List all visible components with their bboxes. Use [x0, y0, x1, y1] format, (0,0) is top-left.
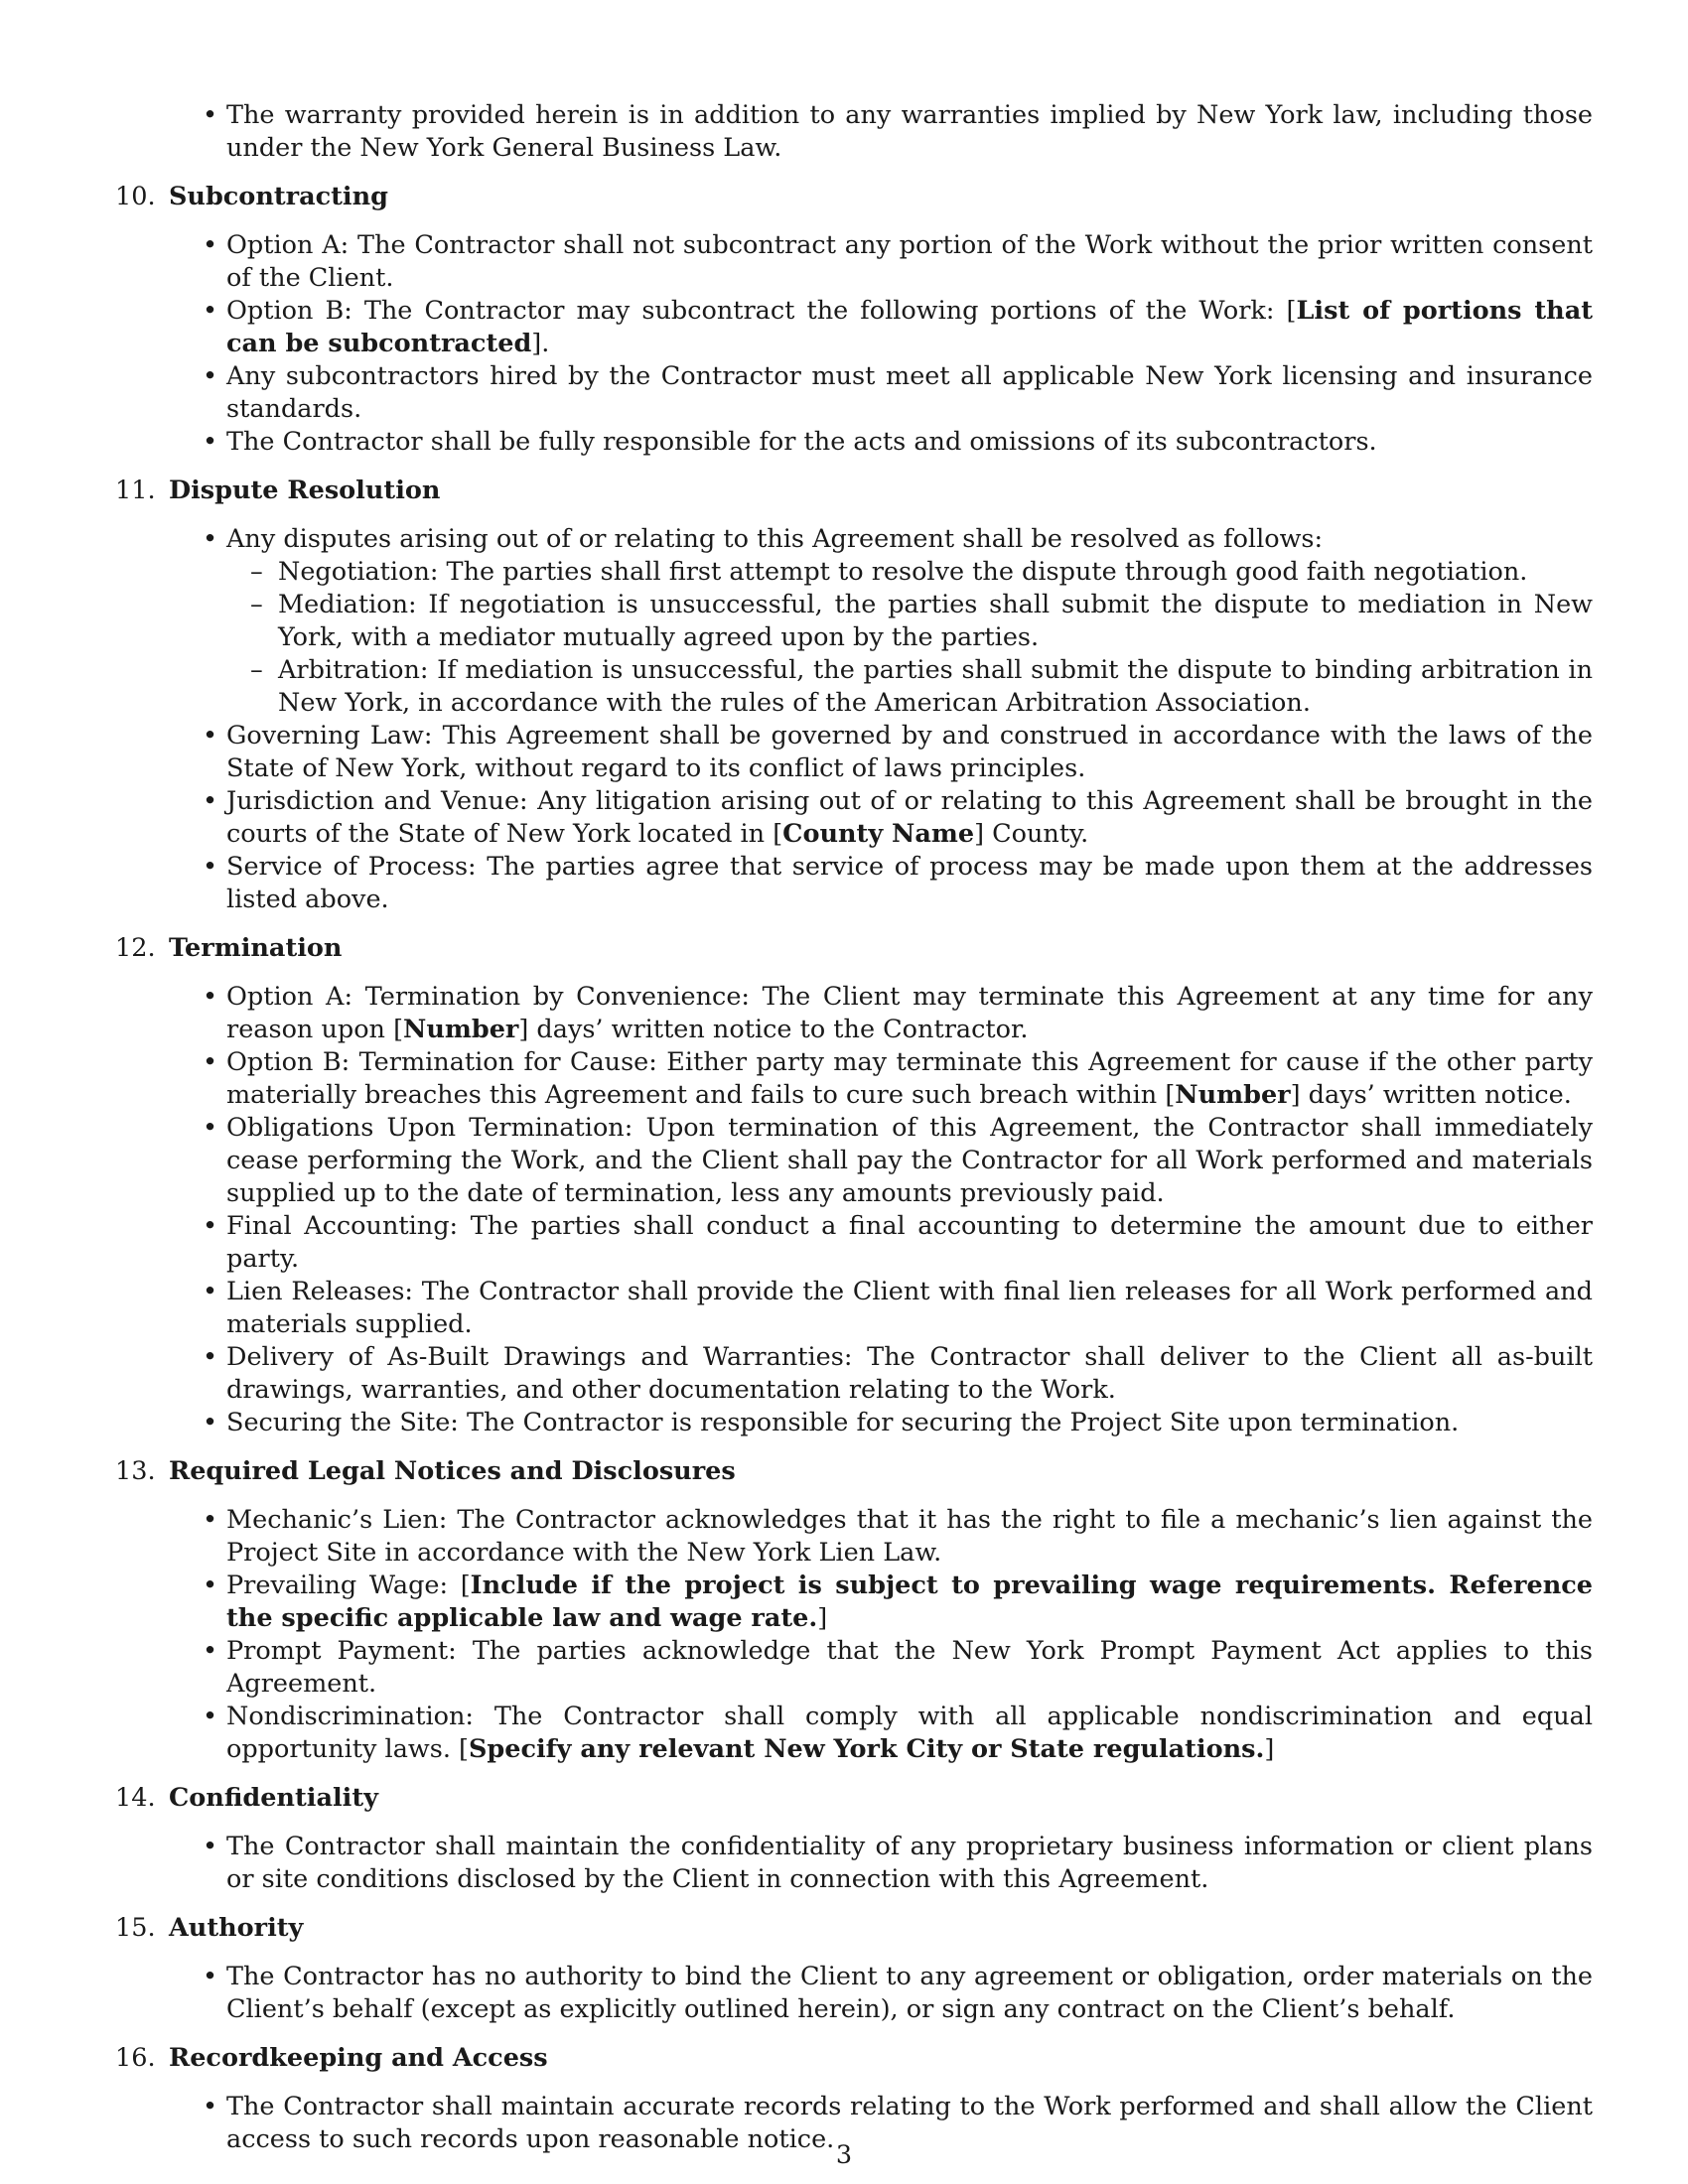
section-number: 15.: [115, 1913, 156, 1943]
sub-list-item: – Negotiation: The parties shall first attempt to resolve the dispute through good faith negotiation.: [278, 556, 1593, 589]
section-heading: [115, 1455, 1593, 1488]
list-item: • Securing the Site: The Contractor is responsible for securing the Project Site upon termination.: [226, 1407, 1593, 1439]
list-item: • Governing Law: This Agreement shall be governed by and construed in accordance with the laws of the State of New York, without regard to its conflict of laws principles.: [226, 720, 1593, 785]
list-item: • Prevailing Wage: [Include if the project is subject to prevailing wage requirements. Reference the specific applicable law and wage rate.]: [226, 1570, 1593, 1635]
section-heading: [115, 932, 1593, 965]
section-title: Termination: [169, 933, 343, 963]
section-recordkeeping: [115, 2042, 1593, 2156]
page-content: [115, 99, 1593, 2156]
bullet-list: [115, 523, 1593, 916]
placeholder-text: Include if the project is subject to prevailing wage requirements. Reference the specific applicable law and wage rate.: [226, 1570, 1593, 1633]
list-item: • Delivery of As-Built Drawings and Warranties: The Contractor shall deliver to the Client all as-built drawings, warranties, and other documentation relating to the Work.: [226, 1341, 1593, 1407]
section-title: Authority: [169, 1913, 304, 1943]
list-item: • Obligations Upon Termination: Upon termination of this Agreement, the Contractor shall immediately cease performing the Work, and the Client shall pay the Contractor for all Work performed and materials supplied up to the date of termination, less any amounts previously paid.: [226, 1112, 1593, 1210]
list-item: • Service of Process: The parties agree that service of process may be made upon them at the addresses listed above.: [226, 851, 1593, 916]
list-item: • Nondiscrimination: The Contractor shall comply with all applicable nondiscrimination and equal opportunity laws. [Specify any relevant New York City or State regulations.]: [226, 1701, 1593, 1766]
section-heading: [115, 1912, 1593, 1945]
placeholder-text: Number: [1175, 1080, 1291, 1110]
bullet-list: [115, 1831, 1593, 1896]
page-number: 3: [835, 2140, 853, 2170]
list-item: • Option A: Termination by Convenience: The Client may terminate this Agreement at any time for any reason upon [Number] days’ written notice to the Contractor.: [226, 981, 1593, 1046]
list-item: • Option B: Termination for Cause: Either party may terminate this Agreement for cause if the other party materially breaches this Agreement and fails to cure such breach within [Number] days’ written notice.: [226, 1046, 1593, 1112]
bullet-list: [115, 229, 1593, 459]
list-item: • Lien Releases: The Contractor shall provide the Client with final lien releases for all Work performed and materials supplied.: [226, 1276, 1593, 1341]
section-confidentiality: [115, 1782, 1593, 1896]
section-number: 11.: [115, 476, 156, 505]
list-item: • Option B: The Contractor may subcontract the following portions of the Work: [List of portions that can be subcontracted].: [226, 295, 1593, 360]
section-number: 13.: [115, 1456, 156, 1486]
list-item: • Final Accounting: The parties shall conduct a final accounting to determine the amount due to either party.: [226, 1210, 1593, 1276]
sub-list-item: – Mediation: If negotiation is unsuccessful, the parties shall submit the dispute to mediation in New York, with a mediator mutually agreed upon by the parties.: [278, 589, 1593, 654]
list-item: • Option A: The Contractor shall not subcontract any portion of the Work without the prior written consent of the Client.: [226, 229, 1593, 295]
section-number: 16.: [115, 2043, 156, 2073]
placeholder-text: Number: [403, 1015, 519, 1044]
list-item: • Any subcontractors hired by the Contractor must meet all applicable New York licensing and insurance standards.: [226, 360, 1593, 426]
bullet-list: [115, 1961, 1593, 2026]
section-subcontracting: [115, 181, 1593, 459]
section-title: Recordkeeping and Access: [169, 2043, 548, 2073]
section-title: Confidentiality: [169, 1783, 378, 1813]
section-number: 14.: [115, 1783, 156, 1813]
section-heading: [115, 1782, 1593, 1815]
list-item: • The Contractor shall be fully responsible for the acts and omissions of its subcontractors.: [226, 426, 1593, 459]
list-item: • Any disputes arising out of or relating to this Agreement shall be resolved as follows: – Negotiation: The parties shall first attempt to resolve the dispute through good faith negotiation. – Mediation: If negotiation is unsuccessful, the parties shall submit the dispute to mediation in New York, with a mediator mutually agreed upon by the parties. – Arbitration: If mediation is unsuccessful, the parties shall submit the dispute to binding arbitration in New York, in accordance with the rules of the American Arbitration Association.: [226, 523, 1593, 720]
section-termination: [115, 932, 1593, 1439]
section-authority: [115, 1912, 1593, 2026]
sub-list: [226, 556, 1593, 720]
warranty-continuation-list: [115, 99, 1593, 165]
section-heading: [115, 475, 1593, 507]
list-item: • Prompt Payment: The parties acknowledge that the New York Prompt Payment Act applies to this Agreement.: [226, 1635, 1593, 1701]
list-item: • The warranty provided herein is in addition to any warranties implied by New York law, including those under the New York General Business Law.: [226, 99, 1593, 165]
list-item: • Jurisdiction and Venue: Any litigation arising out of or relating to this Agreement shall be brought in the courts of the State of New York located in [County Name] County.: [226, 785, 1593, 851]
section-legal-notices: [115, 1455, 1593, 1766]
list-item: • Mechanic’s Lien: The Contractor acknowledges that it has the right to file a mechanic’s lien against the Project Site in accordance with the New York Lien Law.: [226, 1504, 1593, 1570]
list-item: • The Contractor has no authority to bind the Client to any agreement or obligation, order materials on the Client’s behalf (except as explicitly outlined herein), or sign any contract on the Client’s behalf.: [226, 1961, 1593, 2026]
section-heading: [115, 2042, 1593, 2075]
sub-list-item: – Arbitration: If mediation is unsuccessful, the parties shall submit the dispute to binding arbitration in New York, in accordance with the rules of the American Arbitration Association.: [278, 654, 1593, 720]
placeholder-text: County Name: [782, 819, 975, 849]
placeholder-text: List of portions that can be subcontracted: [226, 296, 1593, 358]
list-item: • The Contractor shall maintain the confidentiality of any proprietary business information or client plans or site conditions disclosed by the Client in connection with this Agreement.: [226, 1831, 1593, 1896]
list-item: • The Contractor shall maintain accurate records relating to the Work performed and shall allow the Client access to such records upon reasonable notice.: [226, 2091, 1593, 2156]
section-dispute-resolution: [115, 475, 1593, 916]
section-number: 12.: [115, 933, 156, 963]
placeholder-text: Specify any relevant New York City or State regulations.: [468, 1734, 1265, 1764]
bullet-list: [115, 1504, 1593, 1766]
section-title: Dispute Resolution: [169, 476, 441, 505]
bullet-list: [115, 981, 1593, 1439]
section-title: Required Legal Notices and Disclosures: [169, 1456, 736, 1486]
section-title: Subcontracting: [169, 182, 388, 211]
section-number: 10.: [115, 182, 156, 211]
section-heading: [115, 181, 1593, 213]
